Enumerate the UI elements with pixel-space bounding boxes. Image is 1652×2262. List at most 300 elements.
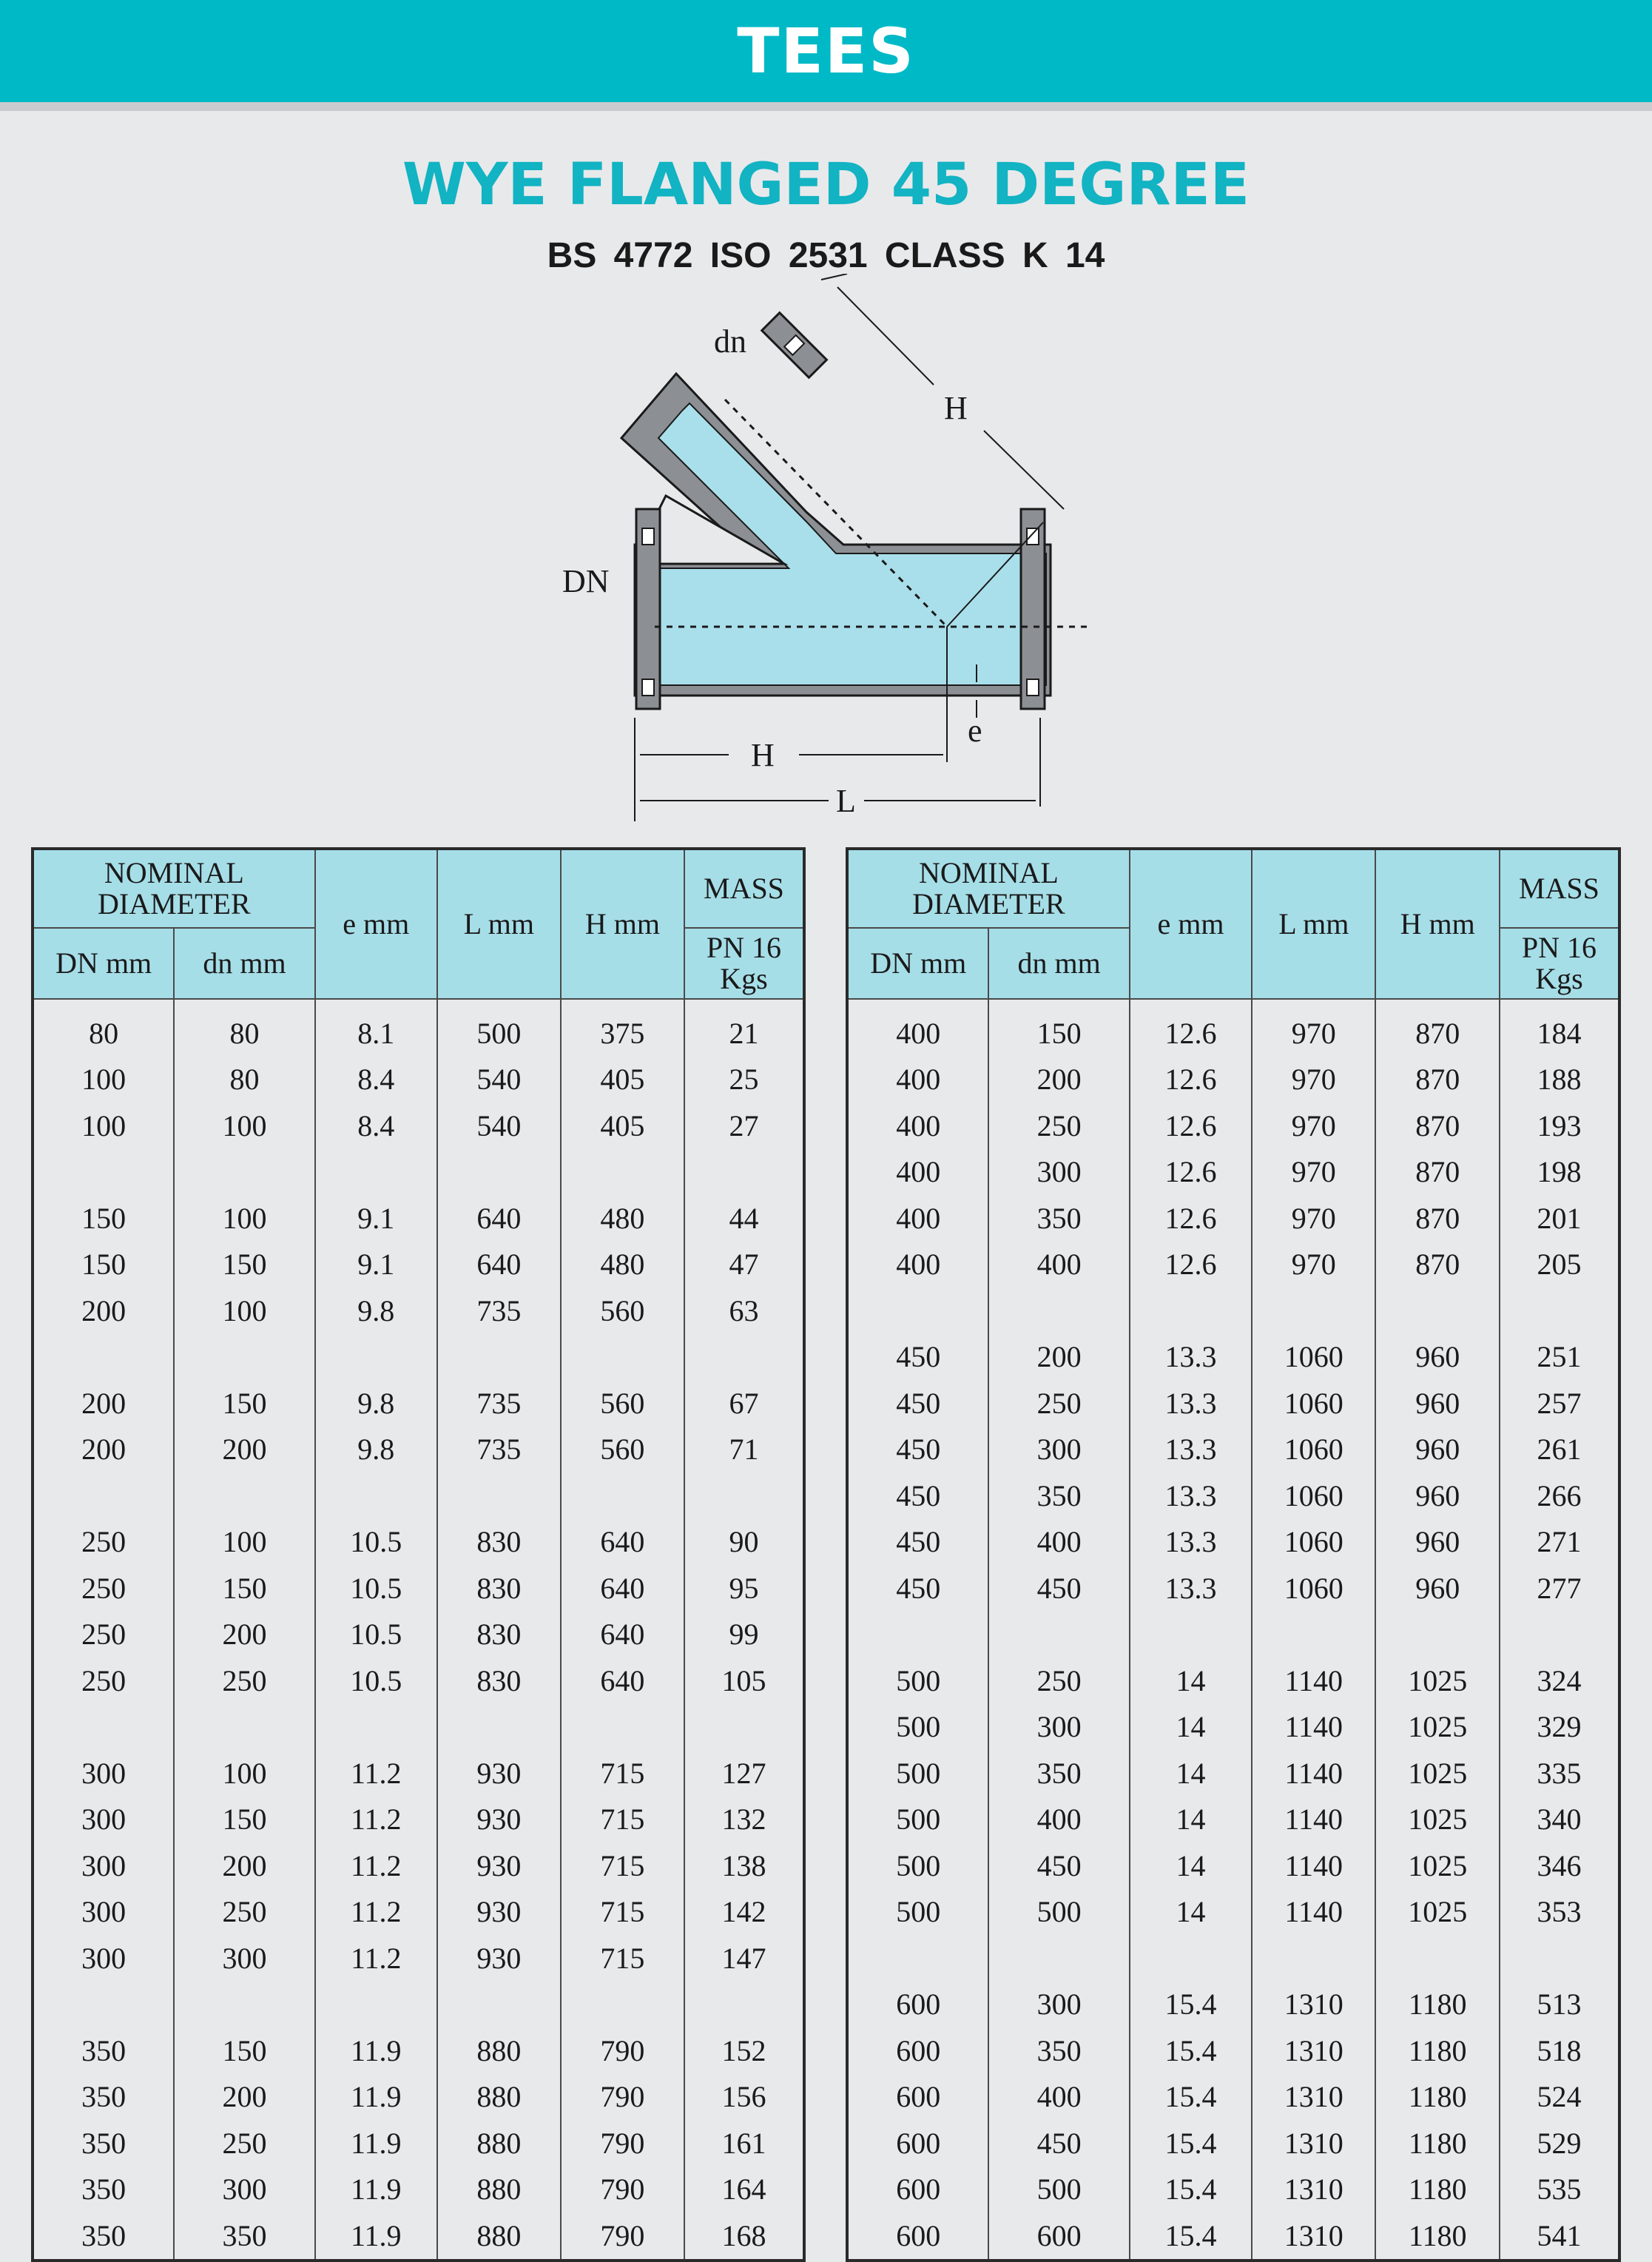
small-dn-cell: 450 <box>988 2120 1129 2167</box>
h-cell: 560 <box>561 1287 684 1334</box>
table-row <box>847 1057 1619 1103</box>
small-dn-cell: 250 <box>988 1657 1129 1704</box>
table-row <box>847 1704 1619 1751</box>
dn-cell: 300 <box>33 1889 174 1936</box>
dn-cell: 450 <box>847 1472 988 1519</box>
table-row <box>847 2074 1619 2121</box>
h-cell: 560 <box>561 1380 684 1427</box>
table-row <box>33 1612 804 1658</box>
e-cell: 11.2 <box>315 1750 437 1797</box>
l-cell: 1310 <box>1252 2074 1375 2121</box>
dn-cell: 300 <box>33 1797 174 1843</box>
h-cell: 715 <box>561 1842 684 1889</box>
dn-cell: 400 <box>847 1242 988 1288</box>
dn-cell: 300 <box>33 1842 174 1889</box>
small-dn-cell: 450 <box>988 1842 1129 1889</box>
dn-cell <box>847 1935 988 1982</box>
dn-cell <box>847 1287 988 1334</box>
table-row <box>33 2027 804 2074</box>
table-row <box>33 1057 804 1103</box>
label-l: L <box>836 783 856 819</box>
table-row <box>847 2212 1619 2261</box>
table-row <box>847 999 1619 1057</box>
left-flange-bolt-bottom <box>642 679 654 696</box>
mass-cell: 99 <box>684 1612 804 1658</box>
e-cell: 13.3 <box>1130 1380 1252 1427</box>
right-flange-bolt-top <box>1027 528 1039 545</box>
table-row <box>847 1612 1619 1658</box>
dn-cell: 250 <box>33 1565 174 1612</box>
small-dn-cell: 200 <box>988 1057 1129 1103</box>
table-row <box>33 2074 804 2121</box>
table-row <box>33 1704 804 1751</box>
header-small-dn-mm: dn mm <box>174 928 314 999</box>
small-dn-cell: 250 <box>988 1380 1129 1427</box>
dimensions-table-left <box>31 847 806 2262</box>
l-cell: 930 <box>437 1750 561 1797</box>
e-cell <box>315 1472 437 1519</box>
mass-cell: 251 <box>1500 1334 1619 1381</box>
h-cell: 1025 <box>1375 1889 1499 1936</box>
h-cell: 1025 <box>1375 1704 1499 1751</box>
mass-cell: 201 <box>1500 1195 1619 1242</box>
h-cell <box>561 1982 684 2028</box>
small-dn-cell: 600 <box>988 2212 1129 2261</box>
dn-cell: 400 <box>847 1149 988 1196</box>
small-dn-cell: 300 <box>988 1982 1129 2028</box>
small-dn-cell: 400 <box>988 1519 1129 1566</box>
mass-cell: 193 <box>1500 1103 1619 1149</box>
small-dn-cell: 300 <box>174 2167 314 2213</box>
h-cell: 960 <box>1375 1380 1499 1427</box>
e-cell: 12.6 <box>1130 1195 1252 1242</box>
l-cell: 880 <box>437 2212 561 2261</box>
mass-cell <box>684 1472 804 1519</box>
table-row <box>847 1472 1619 1519</box>
mass-cell: 324 <box>1500 1657 1619 1704</box>
h-cell: 1180 <box>1375 2120 1499 2167</box>
header-pn16-kgs: PN 16 Kgs <box>1500 928 1619 999</box>
mass-cell: 44 <box>684 1195 804 1242</box>
mass-cell: 168 <box>684 2212 804 2261</box>
left-flange-bolt-top <box>642 528 654 545</box>
mass-cell: 142 <box>684 1889 804 1936</box>
header-dn-mm: DN mm <box>847 928 988 999</box>
table-row <box>847 1380 1619 1427</box>
l-cell: 830 <box>437 1657 561 1704</box>
mass-cell <box>1500 1612 1619 1658</box>
e-cell: 11.9 <box>315 2074 437 2121</box>
table-row <box>847 1334 1619 1381</box>
h-cell: 640 <box>561 1519 684 1566</box>
l-cell: 1310 <box>1252 2027 1375 2074</box>
l-cell: 1140 <box>1252 1889 1375 1936</box>
table-row <box>847 1519 1619 1566</box>
mass-cell: 277 <box>1500 1565 1619 1612</box>
dn-cell: 250 <box>33 1612 174 1658</box>
l-cell: 930 <box>437 1842 561 1889</box>
h-cell: 960 <box>1375 1472 1499 1519</box>
mass-cell <box>684 1334 804 1381</box>
table-row <box>847 1797 1619 1843</box>
table-body-right <box>847 999 1619 2261</box>
table-row <box>847 1935 1619 1982</box>
small-dn-cell: 150 <box>174 2027 314 2074</box>
dn-cell: 100 <box>33 1057 174 1103</box>
h-cell <box>561 1704 684 1751</box>
label-dn-small: dn <box>714 323 746 360</box>
h-cell: 640 <box>561 1565 684 1612</box>
small-dn-cell: 300 <box>988 1149 1129 1196</box>
e-cell <box>315 1704 437 1751</box>
mass-cell: 164 <box>684 2167 804 2213</box>
dn-cell: 80 <box>33 999 174 1057</box>
l-cell: 1060 <box>1252 1519 1375 1566</box>
e-cell <box>1130 1935 1252 1982</box>
mass-cell: 529 <box>1500 2120 1619 2167</box>
table-row <box>847 2027 1619 2074</box>
h-cell: 790 <box>561 2027 684 2074</box>
dn-cell: 300 <box>33 1750 174 1797</box>
l-cell: 830 <box>437 1612 561 1658</box>
e-cell: 8.1 <box>315 999 437 1057</box>
l-cell: 1060 <box>1252 1380 1375 1427</box>
right-flange-bolt-bottom <box>1027 679 1039 696</box>
h-cell: 790 <box>561 2120 684 2167</box>
e-cell: 9.8 <box>315 1287 437 1334</box>
mass-cell <box>684 1982 804 2028</box>
dn-cell: 600 <box>847 1982 988 2028</box>
dn-cell: 500 <box>847 1797 988 1843</box>
table-row <box>847 1657 1619 1704</box>
small-dn-cell: 150 <box>174 1242 314 1288</box>
table-row <box>33 1657 804 1704</box>
h-cell: 870 <box>1375 999 1499 1057</box>
wye-tee-diagram <box>518 274 1139 829</box>
e-cell: 11.2 <box>315 1935 437 1982</box>
dn-cell: 600 <box>847 2120 988 2167</box>
h-cell: 560 <box>561 1427 684 1473</box>
small-dn-cell: 450 <box>988 1565 1129 1612</box>
small-dn-cell: 150 <box>174 1380 314 1427</box>
h-cell: 715 <box>561 1935 684 1982</box>
h-cell: 480 <box>561 1195 684 1242</box>
dn-cell <box>33 1704 174 1751</box>
e-cell: 14 <box>1130 1797 1252 1843</box>
mass-cell: 27 <box>684 1103 804 1149</box>
table-row <box>847 1889 1619 1936</box>
e-cell: 10.5 <box>315 1657 437 1704</box>
small-dn-cell: 150 <box>174 1565 314 1612</box>
h-cell: 870 <box>1375 1195 1499 1242</box>
mass-cell: 21 <box>684 999 804 1057</box>
table-row <box>847 1149 1619 1196</box>
small-dn-cell: 300 <box>988 1427 1129 1473</box>
section-header-bar <box>0 0 1652 111</box>
mass-cell: 335 <box>1500 1750 1619 1797</box>
mass-cell: 535 <box>1500 2167 1619 2213</box>
e-cell: 13.3 <box>1130 1427 1252 1473</box>
l-cell: 540 <box>437 1057 561 1103</box>
small-dn-cell: 200 <box>988 1334 1129 1381</box>
dn-cell <box>33 1472 174 1519</box>
dn-cell: 400 <box>847 999 988 1057</box>
h-cell: 1180 <box>1375 2167 1499 2213</box>
small-dn-cell: 100 <box>174 1519 314 1566</box>
e-cell: 14 <box>1130 1657 1252 1704</box>
h-cell: 790 <box>561 2167 684 2213</box>
l-cell: 930 <box>437 1889 561 1936</box>
table-row <box>847 2120 1619 2167</box>
e-cell: 14 <box>1130 1842 1252 1889</box>
h-cell: 790 <box>561 2212 684 2261</box>
e-cell: 15.4 <box>1130 2167 1252 2213</box>
l-cell: 1060 <box>1252 1334 1375 1381</box>
mass-cell: 127 <box>684 1750 804 1797</box>
small-dn-cell: 400 <box>988 1242 1129 1288</box>
e-cell: 13.3 <box>1130 1519 1252 1566</box>
mass-cell: 132 <box>684 1797 804 1843</box>
dn-cell: 500 <box>847 1657 988 1704</box>
small-dn-cell: 100 <box>174 1195 314 1242</box>
h-cell: 870 <box>1375 1057 1499 1103</box>
small-dn-cell: 350 <box>988 1472 1129 1519</box>
l-cell: 500 <box>437 999 561 1057</box>
l-cell <box>437 1704 561 1751</box>
dn-cell: 150 <box>33 1242 174 1288</box>
h-cell: 715 <box>561 1889 684 1936</box>
table-row <box>33 1103 804 1149</box>
header-l-mm: L mm <box>1252 849 1375 999</box>
small-dn-cell: 100 <box>174 1103 314 1149</box>
dn-cell: 500 <box>847 1842 988 1889</box>
l-cell: 830 <box>437 1519 561 1566</box>
dn-cell: 450 <box>847 1334 988 1381</box>
mass-cell: 346 <box>1500 1842 1619 1889</box>
small-dn-cell: 250 <box>174 1889 314 1936</box>
small-dn-cell: 350 <box>174 2212 314 2261</box>
dn-cell: 400 <box>847 1057 988 1103</box>
table-row <box>33 999 804 1057</box>
l-cell: 830 <box>437 1565 561 1612</box>
e-cell: 11.2 <box>315 1797 437 1843</box>
dn-cell: 250 <box>33 1519 174 1566</box>
l-cell <box>1252 1287 1375 1334</box>
l-cell: 735 <box>437 1427 561 1473</box>
header-e-mm: e mm <box>1130 849 1252 999</box>
small-dn-cell <box>174 1982 314 2028</box>
e-cell: 11.9 <box>315 2212 437 2261</box>
mass-cell: 541 <box>1500 2212 1619 2261</box>
mass-cell: 63 <box>684 1287 804 1334</box>
h-cell: 405 <box>561 1103 684 1149</box>
l-cell: 1140 <box>1252 1704 1375 1751</box>
table-row <box>847 1565 1619 1612</box>
l-cell: 1140 <box>1252 1750 1375 1797</box>
table-row <box>847 2167 1619 2213</box>
small-dn-cell: 350 <box>988 1195 1129 1242</box>
mass-cell: 257 <box>1500 1380 1619 1427</box>
h-cell: 960 <box>1375 1427 1499 1473</box>
table-row <box>33 2212 804 2261</box>
small-dn-cell: 500 <box>988 2167 1129 2213</box>
h-cell: 1180 <box>1375 2027 1499 2074</box>
table-row <box>33 1935 804 1982</box>
mass-cell: 147 <box>684 1935 804 1982</box>
e-cell: 10.5 <box>315 1519 437 1566</box>
dn-cell: 450 <box>847 1565 988 1612</box>
dn-cell: 600 <box>847 2074 988 2121</box>
l-cell <box>437 1982 561 2028</box>
small-dn-cell: 200 <box>174 1612 314 1658</box>
small-dn-cell: 80 <box>174 999 314 1057</box>
l-cell: 1310 <box>1252 1982 1375 2028</box>
branch-h-extension-top <box>821 274 847 280</box>
e-cell: 14 <box>1130 1704 1252 1751</box>
table-row <box>847 1842 1619 1889</box>
table-row <box>33 1565 804 1612</box>
e-cell: 15.4 <box>1130 2120 1252 2167</box>
h-cell <box>1375 1287 1499 1334</box>
l-cell: 735 <box>437 1380 561 1427</box>
h-cell <box>561 1472 684 1519</box>
l-cell: 1310 <box>1252 2167 1375 2213</box>
e-cell: 9.8 <box>315 1380 437 1427</box>
e-cell: 12.6 <box>1130 1242 1252 1288</box>
mass-cell: 513 <box>1500 1982 1619 2028</box>
mass-cell: 90 <box>684 1519 804 1566</box>
h-cell <box>561 1334 684 1381</box>
header-h-mm: H mm <box>561 849 684 999</box>
l-cell <box>1252 1612 1375 1658</box>
mass-cell: 198 <box>1500 1149 1619 1196</box>
table-row <box>33 1472 804 1519</box>
h-cell <box>1375 1612 1499 1658</box>
small-dn-cell: 400 <box>988 1797 1129 1843</box>
label-h-body: H <box>751 737 775 773</box>
h-cell: 960 <box>1375 1565 1499 1612</box>
h-cell: 640 <box>561 1657 684 1704</box>
h-cell: 1180 <box>1375 2212 1499 2261</box>
e-cell <box>1130 1287 1252 1334</box>
l-cell: 1060 <box>1252 1565 1375 1612</box>
dn-cell: 350 <box>33 2120 174 2167</box>
small-dn-cell: 100 <box>174 1750 314 1797</box>
e-cell: 11.9 <box>315 2120 437 2167</box>
h-cell: 960 <box>1375 1519 1499 1566</box>
table-row <box>33 1380 804 1427</box>
dn-cell: 350 <box>33 2027 174 2074</box>
header-e-mm: e mm <box>315 849 437 999</box>
mass-cell: 205 <box>1500 1242 1619 1288</box>
dn-cell: 600 <box>847 2212 988 2261</box>
mass-cell: 266 <box>1500 1472 1619 1519</box>
small-dn-cell: 350 <box>988 1750 1129 1797</box>
mass-cell: 161 <box>684 2120 804 2167</box>
table-row <box>33 1842 804 1889</box>
h-cell: 1025 <box>1375 1750 1499 1797</box>
table-row <box>33 1149 804 1196</box>
e-cell: 15.4 <box>1130 1982 1252 2028</box>
dn-cell: 450 <box>847 1380 988 1427</box>
dimensions-table-right <box>846 847 1621 2262</box>
dn-cell: 450 <box>847 1519 988 1566</box>
h-cell <box>1375 1935 1499 1982</box>
h-cell: 480 <box>561 1242 684 1288</box>
small-dn-cell <box>988 1612 1129 1658</box>
mass-cell: 152 <box>684 2027 804 2074</box>
l-cell: 880 <box>437 2074 561 2121</box>
e-cell: 10.5 <box>315 1565 437 1612</box>
e-cell: 9.8 <box>315 1427 437 1473</box>
small-dn-cell: 300 <box>988 1704 1129 1751</box>
l-cell: 880 <box>437 2120 561 2167</box>
table-row <box>33 1797 804 1843</box>
h-cell: 715 <box>561 1750 684 1797</box>
h-cell: 375 <box>561 999 684 1057</box>
dn-cell: 200 <box>33 1380 174 1427</box>
header-pn16-kgs: PN 16 Kgs <box>684 928 804 999</box>
dn-cell: 300 <box>33 1935 174 1982</box>
table-row <box>847 1103 1619 1149</box>
mass-cell: 184 <box>1500 999 1619 1057</box>
dn-cell <box>847 1612 988 1658</box>
small-dn-cell: 350 <box>988 2027 1129 2074</box>
l-cell: 640 <box>437 1195 561 1242</box>
h-cell: 870 <box>1375 1149 1499 1196</box>
dn-cell: 100 <box>33 1103 174 1149</box>
l-cell <box>437 1149 561 1196</box>
small-dn-cell <box>174 1334 314 1381</box>
e-cell: 8.4 <box>315 1057 437 1103</box>
h-cell: 405 <box>561 1057 684 1103</box>
h-cell: 1180 <box>1375 2074 1499 2121</box>
h-cell: 640 <box>561 1612 684 1658</box>
dn-cell: 450 <box>847 1427 988 1473</box>
mass-cell: 71 <box>684 1427 804 1473</box>
h-cell: 1180 <box>1375 1982 1499 2028</box>
l-cell: 970 <box>1252 1195 1375 1242</box>
table-row <box>847 1750 1619 1797</box>
small-dn-cell: 100 <box>174 1287 314 1334</box>
small-dn-cell <box>988 1287 1129 1334</box>
small-dn-cell: 250 <box>174 2120 314 2167</box>
small-dn-cell: 80 <box>174 1057 314 1103</box>
l-cell <box>1252 1935 1375 1982</box>
e-cell: 12.6 <box>1130 1149 1252 1196</box>
table-row <box>33 1750 804 1797</box>
e-cell: 12.6 <box>1130 1103 1252 1149</box>
l-cell: 1310 <box>1252 2120 1375 2167</box>
mass-cell <box>1500 1287 1619 1334</box>
e-cell: 15.4 <box>1130 2027 1252 2074</box>
dn-cell: 500 <box>847 1889 988 1936</box>
l-cell: 880 <box>437 2167 561 2213</box>
e-cell: 11.2 <box>315 1889 437 1936</box>
e-cell <box>1130 1612 1252 1658</box>
small-dn-cell: 200 <box>174 1427 314 1473</box>
small-dn-cell <box>174 1472 314 1519</box>
header-nominal-diameter: NOMINAL DIAMETER <box>33 849 315 928</box>
e-cell <box>315 1334 437 1381</box>
l-cell: 970 <box>1252 1103 1375 1149</box>
e-cell: 14 <box>1130 1750 1252 1797</box>
mass-cell: 47 <box>684 1242 804 1288</box>
label-e: e <box>968 713 982 749</box>
small-dn-cell: 200 <box>174 1842 314 1889</box>
mass-cell <box>684 1704 804 1751</box>
e-cell: 11.9 <box>315 2027 437 2074</box>
